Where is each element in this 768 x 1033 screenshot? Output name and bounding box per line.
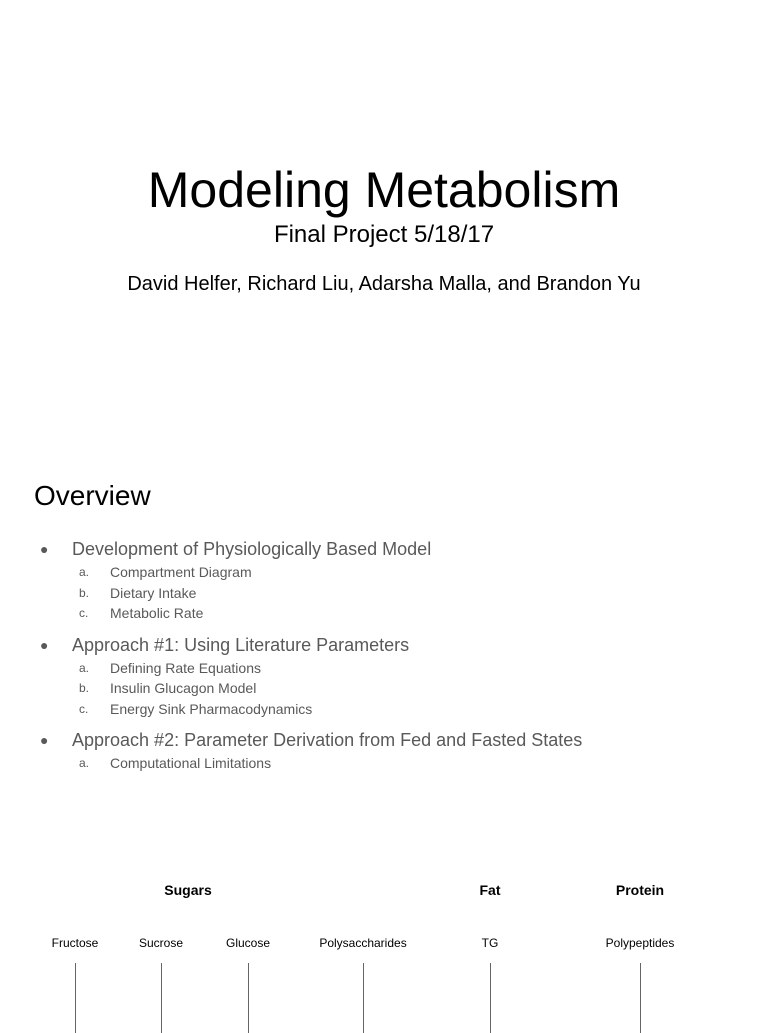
overview-slide bbox=[0, 430, 768, 830]
category-fat: Fat bbox=[479, 882, 501, 898]
sub-list-text: Energy Sink Pharmacodynamics bbox=[110, 700, 313, 717]
overview-list bbox=[0, 536, 768, 774]
category-protein: Protein bbox=[615, 882, 665, 898]
diagram-node-glucose: Glucose bbox=[225, 936, 271, 950]
compartment-diagram-slide bbox=[0, 830, 768, 1024]
list-item-text: Development of Physiologically Based Model bbox=[72, 539, 432, 559]
category-sugars: Sugars bbox=[164, 882, 212, 898]
sub-list-text: Insulin Glucagon Model bbox=[110, 680, 257, 696]
sub-list-marker: b. bbox=[79, 681, 90, 695]
sub-list-item bbox=[0, 603, 768, 624]
bullet-icon: ● bbox=[40, 636, 49, 653]
presentation-title: Modeling Metabolism bbox=[147, 162, 621, 218]
bullet-icon: ● bbox=[40, 732, 49, 748]
list-item bbox=[0, 632, 768, 658]
sub-list-item bbox=[0, 699, 768, 720]
connector-line bbox=[490, 963, 491, 1033]
sub-list-item bbox=[0, 562, 768, 583]
sub-list-text: Metabolic Rate bbox=[110, 605, 204, 621]
sub-list-item bbox=[0, 753, 768, 774]
diagram-node-tg: TG bbox=[481, 936, 499, 950]
list-item-text: Approach #2: Parameter Derivation from Fed and Fasted States bbox=[72, 730, 583, 750]
list-item bbox=[0, 536, 768, 562]
sub-list-text: Defining Rate Equations bbox=[110, 659, 261, 676]
sub-list-marker: a. bbox=[79, 565, 90, 579]
diagram-node-sucrose: Sucrose bbox=[138, 936, 184, 950]
sub-list-marker: a. bbox=[79, 756, 90, 770]
connector-line bbox=[248, 963, 249, 1033]
sub-list-item bbox=[0, 583, 768, 604]
connector-line bbox=[75, 963, 76, 1033]
diagram-node-polypeptides: Polypeptides bbox=[605, 936, 675, 950]
sub-list-text: Compartment Diagram bbox=[110, 564, 252, 580]
title-slide bbox=[0, 0, 768, 430]
sub-list-item bbox=[0, 678, 768, 699]
sub-list-item bbox=[0, 658, 768, 679]
list-item bbox=[0, 727, 768, 753]
authors-line: David Helfer, Richard Liu, Adarsha Malla, and Brandon Yu bbox=[127, 273, 641, 295]
sub-list-marker: c. bbox=[79, 606, 89, 620]
sub-list-marker: c. bbox=[79, 701, 89, 716]
sub-list-text: Dietary Intake bbox=[110, 584, 197, 601]
list-item-text: Approach #1: Using Literature Parameters bbox=[72, 634, 410, 655]
connector-line bbox=[161, 963, 162, 1033]
connector-line bbox=[640, 963, 641, 1033]
sub-list-marker: b. bbox=[79, 585, 90, 600]
diagram-node-polysaccharides: Polysaccharides bbox=[319, 936, 407, 950]
sub-list-text: Computational Limitations bbox=[110, 755, 272, 771]
bullet-icon: ● bbox=[40, 541, 49, 557]
sub-list-marker: a. bbox=[79, 660, 90, 675]
overview-title: Overview bbox=[34, 480, 151, 511]
presentation-subtitle: Final Project 5/18/17 bbox=[273, 221, 495, 248]
connector-line bbox=[363, 963, 364, 1033]
diagram-node-fructose: Fructose bbox=[51, 936, 99, 950]
